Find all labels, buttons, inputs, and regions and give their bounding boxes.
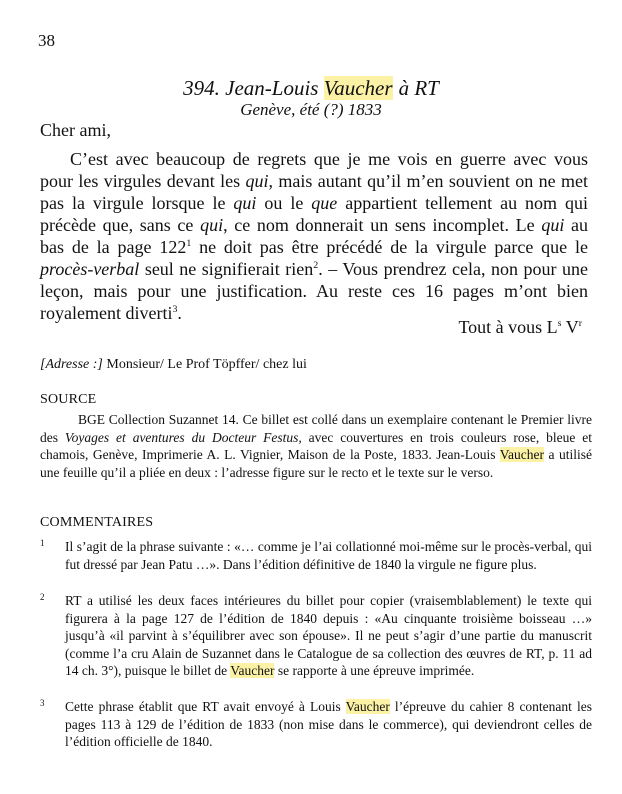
letter-body: C’est avec beaucoup de regrets que je me vois en guerre avec vous pour les virgules devant les qui, mais autant qu’il m’en souvient on ne met pas la virgule lorsque le qui ou le que appartient tellement au nom qui précède que, sans ce qui, ce nom donnerait un sens incomplet. Le qui au bas de la page $122^1$ ne doit pas être précédé de la virgule parce que le procès-verbal seul ne signifierait rien$^2$. – Vous prendrez cela, non pour une leçon, mais pour une justification. Au reste ces 16 pages m’ont bien royalement diverti$^3$. (40, 149, 589, 323)
note-highlight: Vaucher (230, 663, 275, 678)
letter-number: 394. (183, 76, 220, 100)
comment-note-2 (40, 592, 592, 680)
note-number: 3 (40, 698, 45, 708)
note-text: Cette phrase établit que RT avait envoyé à Louis Vaucher l’épreuve du cahier 8 contenant les pages 113 à 129 de l’édition de 1833 (non mise dans le commerce), qui deviendront celles de l’édition officielle de 1840. (65, 699, 592, 749)
source-heading: SOURCE (40, 392, 97, 407)
title-recipient: à RT (398, 76, 439, 100)
page-number: 38 (38, 31, 55, 50)
comment-note-3 (40, 698, 592, 751)
salutation: Cher ami, (40, 120, 111, 140)
address-text: Monsieur/ Le Prof Töpffer/ chez lui (102, 357, 307, 372)
footnote-ref-3: 3 (172, 304, 178, 315)
author-last-name-highlight: Vaucher (323, 76, 393, 100)
note-number: 1 (40, 538, 45, 548)
source-highlight: Vaucher (499, 447, 544, 462)
note-text: RT a utilisé les deux faces intérieures du billet pour copier (vraisemblablement) le texte qui figurera à la page 127 de l’édition de 1840 depuis : «Au cinquante troisième boisseau …» jusqu’à «il parvint à s’équilibrer avec son épouse». Il ne peut s’agir d’une partie du manuscrit (comme l’a cru Alain de Suzannet dans le Catalogue de sa collection des œuvres de RT, p. 11 ad 14 ch. 3°), puisque le billet de Vaucher se rapporte à une épreuve imprimée. (65, 593, 592, 678)
letter-title (0, 76, 622, 101)
note-highlight: Vaucher (345, 699, 390, 714)
letter-place-date: Genève, été (?) 1833 (240, 100, 382, 119)
note-text: Il s’agit de la phrase suivante : «… comme je l’ai collationné moi-même sur le procès-verbal, qui fut dressé par Jean Patu …». Dans l’édition définitive de 1840 la virgule ne figure plus. (65, 539, 592, 572)
note-number: 2 (40, 592, 45, 602)
letter-closing: Tout à vous $L^s$ $V^r$ (458, 317, 582, 337)
footnote-ref-1: 1 (186, 238, 192, 249)
comment-note-1 (40, 538, 592, 573)
footnote-ref-2: 2 (313, 260, 319, 271)
source-text: BGE Collection Suzannet 14. Ce billet est collé dans un exemplaire contenant le Premier livre des Voyages et aventures du Docteur Festus, avec couvertures en trois couleurs rose, bleue et chamois, Genève, Imprimerie A. L. Vignier, Maison de la Poste, 1833. Jean-Louis Vaucher a utilisé une feuille qu’il a pliée en deux : l’adresse figure sur le recto et le texte sur le verso. (40, 412, 593, 480)
address-tag: [Adresse :] (40, 357, 103, 372)
address-line (40, 357, 307, 373)
author-first-name: Jean-Louis (225, 76, 319, 100)
comments-heading: COMMENTAIRES (40, 515, 154, 530)
